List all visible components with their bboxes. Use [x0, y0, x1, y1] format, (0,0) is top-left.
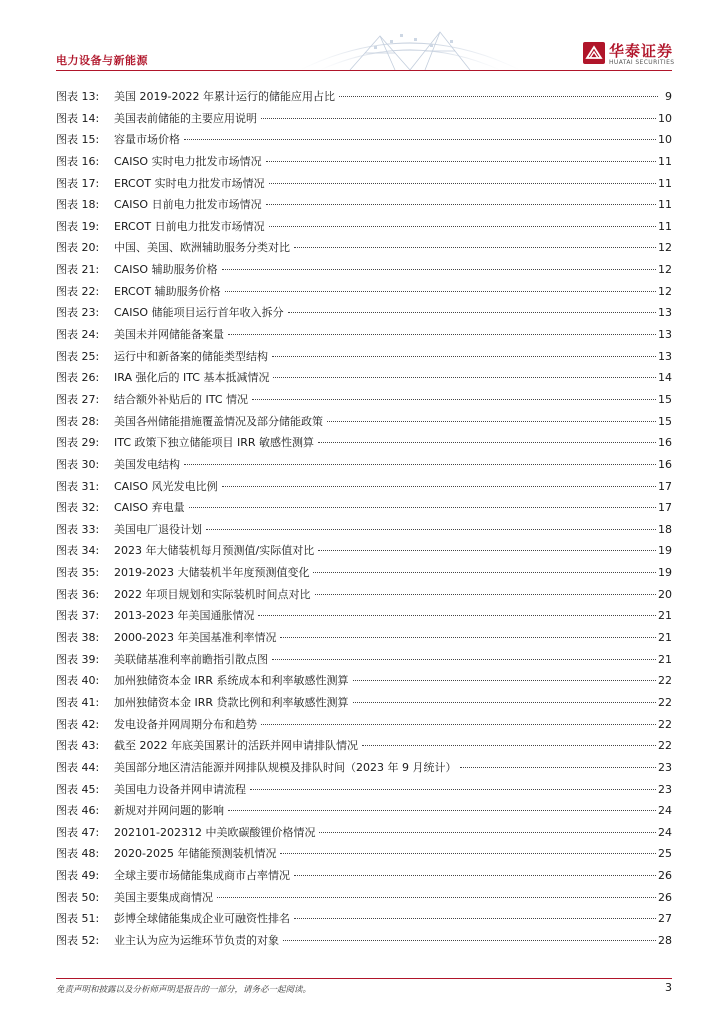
toc-dot-leader: [288, 312, 656, 313]
toc-dot-leader: [313, 572, 656, 573]
toc-dot-leader: [189, 507, 656, 508]
toc-figure-title[interactable]: 全球主要市场储能集成商市占率情况: [114, 869, 290, 883]
toc-figure-number: 图表 21:: [56, 263, 100, 277]
toc-page-number[interactable]: 22: [658, 717, 672, 731]
toc-dot-leader: [252, 399, 656, 400]
toc-figure-title[interactable]: 2000-2023 年美国基准利率情况: [114, 631, 277, 645]
toc-figure-number: 图表 51:: [56, 912, 100, 926]
toc-entry[interactable]: [56, 302, 672, 324]
toc-entry[interactable]: [56, 389, 672, 411]
toc-figure-number: 图表 42:: [56, 717, 100, 731]
footer-divider: [56, 978, 672, 979]
figure-index-list: [56, 86, 672, 952]
toc-figure-title[interactable]: 美国未并网储能备案量: [114, 328, 224, 342]
toc-page-number[interactable]: 27: [658, 912, 672, 926]
toc-entry[interactable]: [56, 237, 672, 259]
toc-entry[interactable]: [56, 649, 672, 671]
toc-entry[interactable]: [56, 865, 672, 887]
toc-dot-leader: [339, 96, 658, 97]
toc-dot-leader: [294, 875, 656, 876]
toc-dot-leader: [272, 659, 656, 660]
page-header: [0, 0, 724, 76]
toc-page-number[interactable]: 15: [658, 392, 672, 406]
toc-dot-leader: [273, 377, 656, 378]
toc-page-number[interactable]: 19: [658, 566, 672, 580]
toc-page-number[interactable]: 19: [658, 544, 672, 558]
toc-figure-title[interactable]: CAISO 弃电量: [114, 501, 185, 515]
toc-dot-leader: [184, 139, 656, 140]
toc-figure-title[interactable]: 202101-202312 中美欧碳酸锂价格情况: [114, 825, 316, 839]
toc-page-number[interactable]: 25: [658, 847, 672, 861]
toc-figure-title[interactable]: 美国电力设备并网申请流程: [114, 782, 246, 796]
toc-figure-title[interactable]: 美国电厂退役计划: [114, 522, 202, 536]
toc-page-number[interactable]: 22: [658, 674, 672, 688]
toc-figure-number: 图表 28:: [56, 414, 100, 428]
toc-figure-title[interactable]: 2019-2023 大储装机半年度预测值变化: [114, 566, 310, 580]
toc-figure-number: 图表 33:: [56, 522, 100, 536]
toc-dot-leader: [353, 702, 656, 703]
toc-dot-leader: [460, 767, 656, 768]
toc-figure-number: 图表 52:: [56, 933, 100, 947]
toc-entry[interactable]: [56, 692, 672, 714]
toc-dot-leader: [222, 486, 656, 487]
toc-figure-number: 图表 46:: [56, 804, 100, 818]
toc-dot-leader: [269, 226, 656, 227]
toc-page-number[interactable]: 11: [658, 154, 672, 168]
toc-figure-number: 图表 40:: [56, 674, 100, 688]
toc-figure-title[interactable]: ITC 政策下独立储能项目 IRR 敏感性测算: [114, 436, 315, 450]
toc-figure-title[interactable]: CAISO 辅助服务价格: [114, 263, 218, 277]
toc-entry[interactable]: [56, 670, 672, 692]
toc-page-number[interactable]: 13: [658, 349, 672, 363]
toc-page-number[interactable]: 21: [658, 631, 672, 645]
toc-entry[interactable]: [56, 129, 672, 151]
header-divider: [56, 70, 672, 71]
toc-entry[interactable]: [56, 605, 672, 627]
toc-dot-leader: [261, 118, 656, 119]
toc-entry[interactable]: [56, 757, 672, 779]
toc-page-number[interactable]: 26: [658, 890, 672, 904]
toc-entry[interactable]: [56, 86, 672, 108]
toc-dot-leader: [272, 356, 656, 357]
toc-dot-leader: [318, 442, 656, 443]
toc-figure-title[interactable]: IRA 强化后的 ITC 基本抵减情况: [114, 371, 270, 385]
toc-dot-leader: [261, 724, 656, 725]
toc-dot-leader: [184, 464, 656, 465]
toc-page-number[interactable]: 12: [658, 284, 672, 298]
toc-page-number[interactable]: 9: [665, 90, 672, 103]
toc-page-number[interactable]: 16: [658, 457, 672, 471]
toc-figure-number: 图表 41:: [56, 695, 100, 709]
toc-page-number[interactable]: 17: [658, 501, 672, 515]
toc-entry[interactable]: [56, 800, 672, 822]
toc-figure-number: 图表 31:: [56, 479, 100, 493]
toc-figure-number: 图表 32:: [56, 501, 100, 515]
toc-dot-leader: [319, 832, 656, 833]
toc-dot-leader: [222, 269, 656, 270]
toc-dot-leader: [217, 897, 656, 898]
toc-figure-number: 图表 19:: [56, 219, 100, 233]
toc-figure-title[interactable]: 美国表前储能的主要应用说明: [114, 111, 257, 125]
toc-page-number[interactable]: 18: [658, 522, 672, 536]
toc-page-number[interactable]: 23: [658, 760, 672, 774]
toc-figure-title[interactable]: 新规对并网问题的影响: [114, 804, 224, 818]
toc-dot-leader: [228, 810, 656, 811]
page-number: 3: [665, 981, 672, 994]
toc-dot-leader: [269, 183, 656, 184]
toc-figure-title[interactable]: 彭博全球储能集成企业可融资性排名: [114, 912, 290, 926]
toc-page-number[interactable]: 11: [658, 198, 672, 212]
toc-dot-leader: [294, 247, 656, 248]
toc-figure-number: 图表 35:: [56, 566, 100, 580]
toc-figure-number: 图表 45:: [56, 782, 100, 796]
logo-text-cn: 华泰证券: [609, 42, 674, 60]
toc-page-number[interactable]: 22: [658, 739, 672, 753]
toc-page-number[interactable]: 20: [658, 587, 672, 601]
toc-page-number[interactable]: 10: [658, 133, 672, 147]
toc-figure-number: 图表 37:: [56, 609, 100, 623]
logo-text-en: HUATAI SECURITIES: [609, 59, 675, 66]
toc-entry[interactable]: [56, 411, 672, 433]
toc-figure-title[interactable]: 加州独储资本金 IRR 系统成本和利率敏感性测算: [114, 674, 349, 688]
toc-entry[interactable]: [56, 562, 672, 584]
toc-page-number[interactable]: 24: [658, 825, 672, 839]
section-label: 电力设备与新能源: [56, 54, 148, 67]
toc-entry[interactable]: [56, 887, 672, 909]
toc-page-number[interactable]: 14: [658, 371, 672, 385]
toc-page-number[interactable]: 17: [658, 479, 672, 493]
toc-figure-title[interactable]: 截至 2022 年底美国累计的活跃并网申请排队情况: [114, 739, 358, 753]
toc-figure-number: 图表 30:: [56, 457, 100, 471]
toc-entry[interactable]: [56, 779, 672, 801]
toc-dot-leader: [315, 594, 657, 595]
toc-entry[interactable]: [56, 108, 672, 130]
toc-page-number[interactable]: 16: [658, 436, 672, 450]
toc-entry[interactable]: [56, 281, 672, 303]
toc-page-number[interactable]: 10: [658, 111, 672, 125]
toc-dot-leader: [280, 637, 656, 638]
toc-entry[interactable]: [56, 497, 672, 519]
header-decorative-graphic: [290, 26, 530, 72]
toc-figure-title[interactable]: 中国、美国、欧洲辅助服务分类对比: [114, 241, 290, 255]
toc-entry[interactable]: [56, 843, 672, 865]
toc-dot-leader: [294, 918, 656, 919]
toc-dot-leader: [266, 204, 656, 205]
toc-page-number[interactable]: 23: [658, 782, 672, 796]
toc-dot-leader: [280, 853, 656, 854]
toc-entry[interactable]: [56, 584, 672, 606]
toc-figure-title[interactable]: 2023 年大储装机每月预测值/实际值对比: [114, 544, 315, 558]
toc-page-number[interactable]: 13: [658, 328, 672, 342]
logo-mark-icon: [583, 42, 605, 64]
toc-entry[interactable]: [56, 173, 672, 195]
toc-figure-title[interactable]: ERCOT 辅助服务价格: [114, 284, 221, 298]
toc-dot-leader: [266, 161, 656, 162]
toc-figure-number: 图表 16:: [56, 154, 100, 168]
toc-figure-number: 图表 18:: [56, 198, 100, 212]
toc-figure-title[interactable]: 加州独储资本金 IRR 贷款比例和利率敏感性测算: [114, 695, 349, 709]
toc-dot-leader: [327, 421, 656, 422]
toc-entry[interactable]: [56, 367, 672, 389]
toc-figure-title[interactable]: 美国发电结构: [114, 457, 180, 471]
toc-page-number[interactable]: 12: [658, 241, 672, 255]
toc-figure-title[interactable]: 美联储基准利率前瞻指引散点图: [114, 652, 268, 666]
toc-figure-number: 图表 50:: [56, 890, 100, 904]
toc-page-number[interactable]: 11: [658, 176, 672, 190]
toc-figure-title[interactable]: 容量市场价格: [114, 133, 180, 147]
toc-page-number[interactable]: 12: [658, 263, 672, 277]
toc-page-number[interactable]: 21: [658, 652, 672, 666]
toc-figure-number: 图表 22:: [56, 284, 100, 298]
toc-figure-number: 图表 39:: [56, 652, 100, 666]
toc-figure-title[interactable]: ERCOT 日前电力批发市场情况: [114, 219, 265, 233]
toc-dot-leader: [362, 745, 656, 746]
toc-page-number[interactable]: 15: [658, 414, 672, 428]
toc-figure-number: 图表 36:: [56, 587, 100, 601]
toc-figure-number: 图表 49:: [56, 869, 100, 883]
toc-figure-title[interactable]: 运行中和新备案的储能类型结构: [114, 349, 268, 363]
toc-figure-number: 图表 17:: [56, 176, 100, 190]
toc-figure-number: 图表 26:: [56, 371, 100, 385]
toc-figure-title[interactable]: 美国 2019-2022 年累计运行的储能应用占比: [114, 90, 335, 103]
toc-entry[interactable]: [56, 432, 672, 454]
toc-entry[interactable]: [56, 194, 672, 216]
toc-figure-title[interactable]: 美国各州储能措施覆盖情况及部分储能政策: [114, 414, 323, 428]
toc-figure-number: 图表 44:: [56, 760, 100, 774]
toc-figure-number: 图表 47:: [56, 825, 100, 839]
toc-figure-number: 图表 29:: [56, 436, 100, 450]
toc-figure-title[interactable]: 2022 年项目规划和实际装机时间点对比: [114, 587, 311, 601]
toc-figure-number: 图表 23:: [56, 306, 100, 320]
toc-figure-number: 图表 20:: [56, 241, 100, 255]
toc-dot-leader: [206, 529, 656, 530]
toc-figure-number: 图表 34:: [56, 544, 100, 558]
toc-entry[interactable]: [56, 519, 672, 541]
toc-figure-number: 图表 48:: [56, 847, 100, 861]
toc-figure-title[interactable]: 美国部分地区清洁能源并网排队规模及排队时间（2023 年 9 月统计）: [114, 760, 457, 774]
toc-entry[interactable]: [56, 822, 672, 844]
toc-figure-number: 图表 15:: [56, 133, 100, 147]
footer-disclaimer: 免责声明和披露以及分析师声明是报告的一部分，请务必一起阅读。: [56, 985, 312, 995]
toc-dot-leader: [228, 334, 656, 335]
toc-figure-title[interactable]: CAISO 风光发电比例: [114, 479, 218, 493]
toc-figure-number: 图表 43:: [56, 739, 100, 753]
toc-page-number[interactable]: 13: [658, 306, 672, 320]
toc-page-number[interactable]: 24: [658, 804, 672, 818]
toc-figure-title[interactable]: 发电设备并网周期分布和趋势: [114, 717, 257, 731]
toc-entry[interactable]: [56, 908, 672, 930]
toc-page-number[interactable]: 21: [658, 609, 672, 623]
toc-figure-number: 图表 13:: [56, 90, 100, 103]
toc-entry[interactable]: [56, 735, 672, 757]
toc-dot-leader: [353, 680, 656, 681]
toc-figure-number: 图表 14:: [56, 111, 100, 125]
toc-dot-leader: [250, 789, 656, 790]
toc-entry[interactable]: [56, 627, 672, 649]
toc-figure-number: 图表 25:: [56, 349, 100, 363]
toc-entry[interactable]: [56, 216, 672, 238]
toc-entry[interactable]: [56, 324, 672, 346]
toc-entry[interactable]: [56, 454, 672, 476]
toc-page-number[interactable]: 28: [658, 933, 672, 947]
toc-page-number[interactable]: 22: [658, 695, 672, 709]
company-logo: [583, 40, 683, 70]
toc-entry[interactable]: [56, 346, 672, 368]
toc-figure-title[interactable]: 2020-2025 年储能预测装机情况: [114, 847, 277, 861]
toc-entry[interactable]: [56, 259, 672, 281]
toc-figure-title[interactable]: CAISO 实时电力批发市场情况: [114, 154, 262, 168]
toc-figure-number: 图表 38:: [56, 631, 100, 645]
toc-entry[interactable]: [56, 476, 672, 498]
toc-figure-title[interactable]: 美国主要集成商情况: [114, 890, 213, 904]
toc-entry[interactable]: [56, 151, 672, 173]
toc-figure-title[interactable]: CAISO 日前电力批发市场情况: [114, 198, 262, 212]
toc-page-number[interactable]: 26: [658, 869, 672, 883]
toc-entry[interactable]: [56, 540, 672, 562]
toc-dot-leader: [225, 291, 656, 292]
toc-dot-leader: [283, 940, 656, 941]
toc-figure-title[interactable]: ERCOT 实时电力批发市场情况: [114, 176, 265, 190]
toc-entry[interactable]: [56, 930, 672, 952]
toc-page-number[interactable]: 11: [658, 219, 672, 233]
toc-figure-title[interactable]: CAISO 储能项目运行首年收入拆分: [114, 306, 284, 320]
toc-dot-leader: [258, 615, 656, 616]
toc-figure-title[interactable]: 业主认为应为运维环节负责的对象: [114, 933, 279, 947]
toc-figure-title[interactable]: 结合额外补贴后的 ITC 情况: [114, 392, 248, 406]
toc-figure-title[interactable]: 2013-2023 年美国通胀情况: [114, 609, 255, 623]
toc-figure-number: 图表 27:: [56, 392, 100, 406]
toc-figure-number: 图表 24:: [56, 328, 100, 342]
toc-entry[interactable]: [56, 714, 672, 736]
toc-dot-leader: [318, 550, 656, 551]
